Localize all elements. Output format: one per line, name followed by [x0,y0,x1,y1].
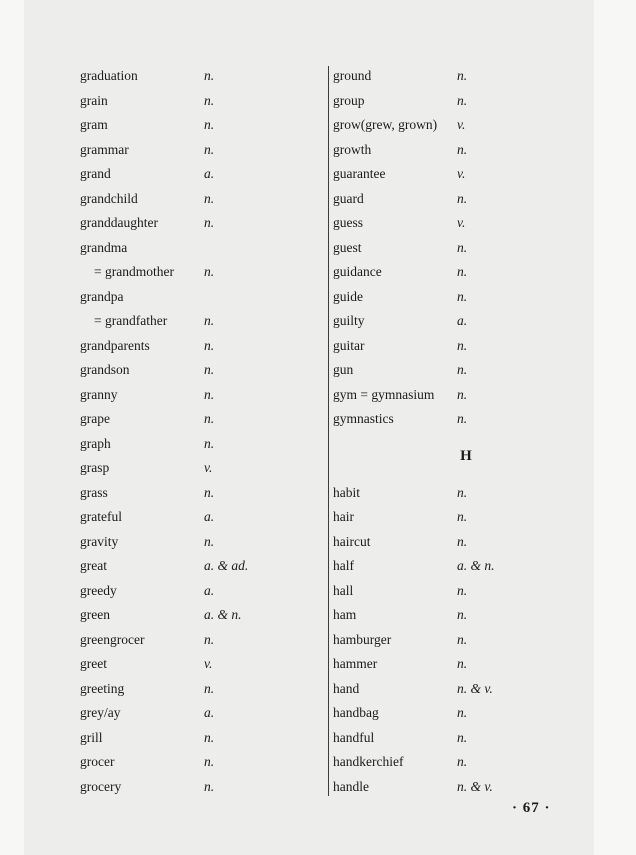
word-entry [333,628,593,653]
entry-word: handkerchief [333,754,404,769]
entry-word: handful [333,729,375,745]
word-entry [333,579,593,604]
word-entry [333,505,593,530]
word-entry [333,677,593,702]
word-entry [80,603,320,628]
entry-part-of-speech: v. [457,166,466,181]
word-entry [80,701,320,726]
entry-part-of-speech: n. [457,141,468,157]
word-entry [333,162,593,187]
entry-word: greedy [80,582,117,598]
entry-part-of-speech: n. [457,92,468,108]
entry-part-of-speech: n. [204,754,215,769]
entry-word: hand [333,680,360,696]
entry-part-of-speech: v. [204,460,213,475]
word-entry [333,334,593,359]
word-entry [80,579,320,604]
word-entry [333,113,593,138]
word-entry [80,358,320,383]
entry-part-of-speech: a. [204,582,215,598]
entry-word: guide [333,288,363,304]
word-entry [333,211,593,236]
entry-part-of-speech: a. & n. [457,558,495,573]
word-entry [333,285,593,310]
word-entry [80,554,320,579]
entry-part-of-speech: n. [204,680,215,696]
entry-part-of-speech: n. & v. [457,778,493,794]
word-entry [80,260,320,285]
entry-part-of-speech: n. [457,68,468,83]
entry-part-of-speech: n. [457,582,468,598]
entry-word: growth [333,141,372,157]
entry-word: habit [333,484,360,500]
word-entry [80,407,320,432]
entry-part-of-speech: n. [204,92,215,108]
entry-word: grasp [80,460,110,475]
entry-word: gymnastics [333,411,394,426]
word-entry [80,750,320,775]
entry-word: graduation [80,68,138,83]
word-entry [80,64,320,89]
entry-word: granny [80,386,118,402]
word-entry [333,138,593,163]
entry-word: grandchild [80,190,138,206]
entry-word: handle [333,778,369,794]
word-entry [80,677,320,702]
entry-part-of-speech: n. [457,533,468,549]
entry-word: grammar [80,141,129,157]
word-entry [80,285,320,310]
entry-part-of-speech: n. [457,386,468,402]
entry-part-of-speech: n. [204,386,215,402]
word-entry [80,432,320,457]
word-entry [333,554,593,579]
entry-word: grow(grew, grown) [333,117,438,132]
word-entry [80,113,320,138]
word-entry [333,309,593,334]
entry-word: gym = gymnasium [333,386,435,402]
entry-word: guidance [333,264,382,279]
word-entry [80,334,320,359]
entry-word: grandparents [80,337,150,353]
column-divider [328,66,329,796]
entry-word: grill [80,729,103,745]
entry-word: grass [80,484,108,500]
entry-word: grandma [80,239,128,255]
entry-part-of-speech: n. [204,117,215,132]
left-word-column [80,64,320,799]
entry-part-of-speech: n. [457,337,468,353]
word-entry [80,726,320,751]
word-entry [333,775,593,800]
entry-word: handbag [333,705,379,720]
entry-word: hall [333,582,354,598]
word-entry [80,187,320,212]
entry-part-of-speech: n. [204,362,215,377]
word-entry [80,652,320,677]
entry-word: hammer [333,656,378,671]
entry-word: grandson [80,362,130,377]
entry-word: graph [80,435,111,451]
entry-part-of-speech: n. [204,411,215,426]
entry-word: greengrocer [80,631,145,647]
entry-part-of-speech: n. [204,141,215,157]
word-entry [333,701,593,726]
entry-part-of-speech: a. [457,313,468,328]
entry-word: grandpa [80,288,124,304]
entry-part-of-speech: n. [204,313,215,328]
entry-word: greet [80,656,107,671]
word-entry [333,603,593,628]
right-word-column [333,64,593,799]
word-entry [80,775,320,800]
entry-part-of-speech: n. [204,337,215,353]
entry-part-of-speech: n. [457,705,468,720]
entry-part-of-speech: n. [204,190,215,206]
entry-word: guard [333,190,364,206]
entry-word: gun [333,362,354,377]
entry-part-of-speech: n. [204,778,215,794]
word-entry [333,89,593,114]
word-entry [80,456,320,481]
entry-word: green [80,607,110,622]
entry-part-of-speech: n. [457,484,468,500]
entry-word: hamburger [333,631,392,647]
entry-word: group [333,92,365,108]
entry-part-of-speech: n. [204,631,215,647]
word-entry [80,383,320,408]
entry-part-of-speech: n. & v. [457,680,493,696]
word-entry [80,481,320,506]
entry-word: guarantee [333,166,386,181]
word-entry [333,726,593,751]
entry-word: greeting [80,680,125,696]
section-heading: H [460,447,472,464]
entry-part-of-speech: a. [204,705,215,720]
word-entry [80,89,320,114]
entry-part-of-speech: n. [204,533,215,549]
entry-word: guess [333,215,363,230]
word-entry [333,260,593,285]
entry-part-of-speech: a. & ad. [204,558,249,573]
entry-part-of-speech: a. & n. [204,607,242,622]
entry-part-of-speech: n. [204,215,215,230]
entry-part-of-speech: n. [204,729,215,745]
page-number: · 67 · [512,800,551,816]
entry-word: ground [333,68,372,83]
entry-part-of-speech: n. [204,435,215,451]
entry-part-of-speech: a. [204,166,215,181]
entry-word: grand [80,166,111,181]
entry-word: = grandmother [94,264,174,279]
word-entry [80,309,320,334]
entry-word: great [80,558,107,573]
entry-part-of-speech: n. [457,509,468,524]
entry-part-of-speech: n. [457,607,468,622]
entry-word: guitar [333,337,365,353]
word-entry [80,162,320,187]
entry-part-of-speech: n. [457,190,468,206]
entry-word: grain [80,92,108,108]
entry-word: = grandfather [94,313,168,328]
entry-part-of-speech: n. [457,754,468,769]
entry-word: grape [80,411,110,426]
word-entry [333,407,593,432]
entry-word: haircut [333,533,371,549]
entry-part-of-speech: n. [457,656,468,671]
entry-word: granddaughter [80,215,158,230]
word-entry [80,530,320,555]
entry-part-of-speech: n. [457,362,468,377]
word-entry [333,383,593,408]
word-entry [333,750,593,775]
word-entry [333,187,593,212]
entry-part-of-speech: v. [204,656,213,671]
entry-part-of-speech: n. [204,68,215,83]
entry-part-of-speech: n. [457,264,468,279]
entry-part-of-speech: n. [204,484,215,500]
word-entry [80,628,320,653]
entry-part-of-speech: n. [457,729,468,745]
entry-part-of-speech: v. [457,117,466,132]
entry-word: half [333,558,354,573]
entry-part-of-speech: n. [457,239,468,255]
word-entry [333,236,593,261]
word-entry [80,138,320,163]
word-entry [333,64,593,89]
entry-word: gravity [80,533,119,549]
entry-word: guilty [333,313,365,328]
word-entry [333,358,593,383]
word-entry [80,236,320,261]
word-entry [80,505,320,530]
word-entry [333,652,593,677]
entry-part-of-speech: n. [204,264,215,279]
word-entry [80,211,320,236]
entry-word: hair [333,509,354,524]
entry-part-of-speech: a. [204,509,215,524]
entry-word: grocer [80,754,115,769]
word-entry [333,530,593,555]
entry-part-of-speech: n. [457,631,468,647]
entry-word: grocery [80,778,122,794]
entry-word: grey/ay [80,705,121,720]
entry-word: gram [80,117,108,132]
entry-word: guest [333,239,362,255]
entry-part-of-speech: v. [457,215,466,230]
entry-word: ham [333,607,357,622]
entry-word: grateful [80,509,122,524]
entry-part-of-speech: n. [457,288,468,304]
word-entry [333,481,593,506]
entry-part-of-speech: n. [457,411,468,426]
